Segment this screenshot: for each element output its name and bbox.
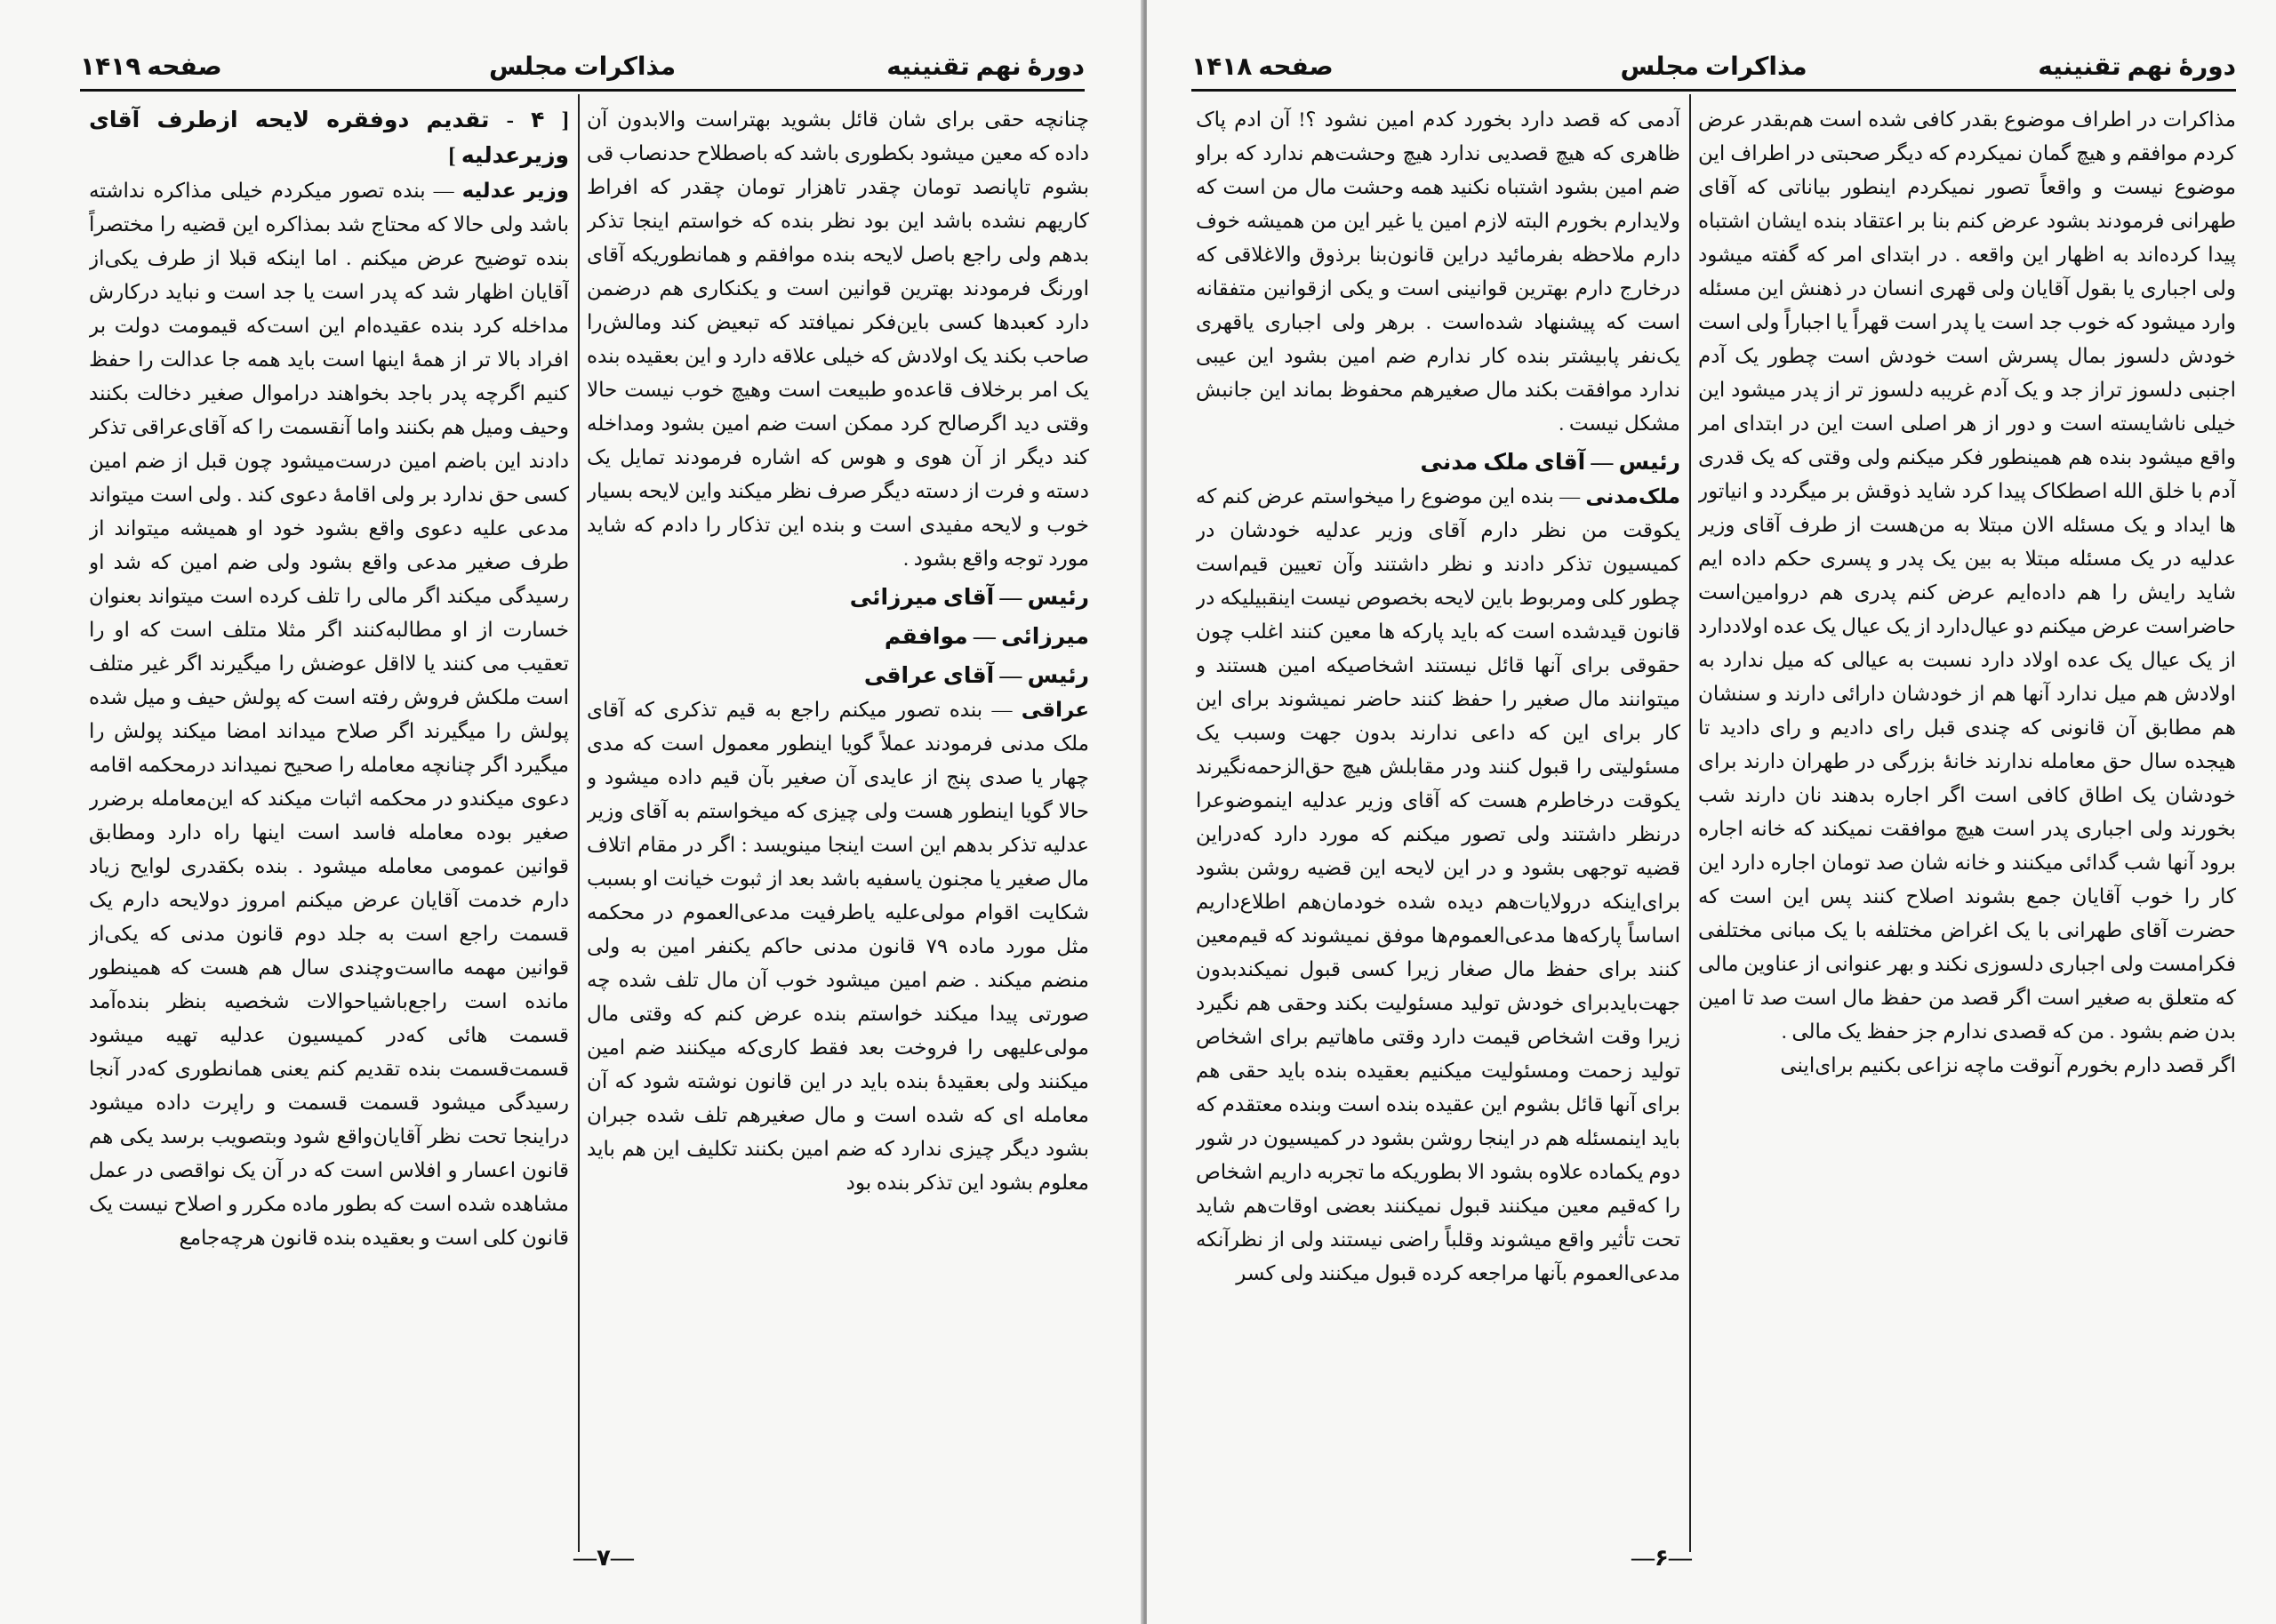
- left-page-column-right: [587, 103, 1089, 1552]
- header-session: دورهٔ نهم تقنینیه: [886, 53, 1085, 81]
- paragraph: [587, 693, 1089, 1200]
- header-rule: [1191, 89, 2236, 92]
- page-footer-number: —۶—: [1631, 1545, 1692, 1571]
- paragraph: مذاکرات در اطراف موضوع بقدر کافی شده است هم‌بقدر عرض کردم موافقم و هیچ گمان نمیکردم که دیگر صحبتی در اطراف این موضوع نیست و واقعاً تصور نمیکردم اینطور بیاناتی که آقای طهرانی فرمودند بشود عرض کنم بنا بر اعتقاد بنده ایشان اشتباه پیدا کرده‌اند به اظهار این واقعه . در ابتدای امر که گفته میشود ولی اجباری یا بقول آقایان ولی قهری انسان در ذهنش این مسئله وارد میشود که خوب جد است یا پدر است قهراً یا اجباراً ولی است خودش دلسوز بمال پسرش است خودش است چطور یک آدم اجنبی دلسوز تراز جد و یک آدم غریبه دلسوز تر از پدر میشود این خیلی ناشایسته است و دور از هر اصلی است این در ابتدای امر واقع میشود بنده هم همینطور فکر میکنم ولی وقتی که یک قدری آدم با خلق الله اصطکاک پیدا کرد شاید ذوقش بر میگردد و انیاتور ها ایداد و یک مسئله الان مبتلا به من‌هست از طرف آقای وزیر عدلیه در یک مسئله مبتلا به بین یک پدر و پسری حکم داده ایم شاید رایش را هم داده‌ایم عرض کنم پدری هم دروامین‌است حاضراست عرض میکنم دو عیال‌دارد از یک عیال یک عده اولاددارد از یک عیال یک عده اولاد دارد نسبت به عیالی که میل ندارد به اولادش هم میل ندارد آنها هم از خودشان دارائی دارند و سنشان هم مطابق آن قانونی که چندی قبل رای دادیم و رای دادید تا هیجده سال حق معامله ندارند خانهٔ بزرگی در طهران دارند برای خودشان یک اطاق کافی است اگر اجاره بدهند نان دارند شب بخورند ولی اجباری پدر است هیچ موافقت نمیکند که خانه اجاره برود آنها شب گدائی میکنند و خانه شان صد تومان اجاره دارد این کار را خوب آقایان جمع بشوند اصلاح کنند پس این است که حضرت آقای طهرانی با یک اغراض مختلفه با یک مبانی مختلفی فکرامست ولی اجباری دلسوزی نکند و بهر عنوانی از عناوین مالی که متعلق به صغیر است اگر قصد من حفظ مال است صد تا امین بدن ضم بشود . من که قصدی ندارم جز حفظ یک مالی .: [1698, 108, 2236, 1043]
- speech-text: — بنده تصور میکردم خیلی مذاکره نداشته باشد ولی حالا که محتاج شد بمذاکره این قضیه را مختصراً بنده توضیح عرض میکنم . اما اینکه قبلا از طرف یکی‌از آقایان اظهار شد که پدر است یا جد است و نباید درکارش مداخله کرد بنده عقیده‌ام این است‌که قیمومت دولت بر افراد بالا تر از همهٔ اینها است باید همه جا عدالت را حفظ کنیم اگرچه پدر باجد بخواهند دراموال صغیر دخالت بکنند وحیف ومیل هم بکنند واما آنقسمت را که آقای‌عراقی تذکر دادند این باضم امین درست‌میشود چون قبل از ضم امین کسی حق ندارد بر ولی اقامهٔ دعوی کند . ولی است میتواند مدعی علیه دعوی واقع بشود خود او همیشه میتواند از طرف صغیر مدعی واقع بشود ولی ضم امین که شد او رسیدگی میکند اگر مالی را تلف کرده است میتواند بعنوان خسارت از او مطالبه‌کنند اگر مثلا متلف است که او را تعقیب می کنند یا لااقل عوضش را میگیرند اگر غیر متلف است ملکش فروش رفته است که پولش حیف و میل شده پولش را میگیرند اگر صلاح میداند امضا میکند پولش را میگیرد اگر چنانچه معامله را صحیح نمیداند درمحکمه اقامه دعوی میکندو در محکمه اثبات میکند که این‌معامله برضرر صغیر بوده معامله فاسد است اینها راه دارد ومطابق قوانین عمومی معامله میشود . بنده بکقدری لوایح زیاد دارم خدمت آقایان عرض میکنم امروز دولایحه دارم یک قسمت راجع است به جلد دوم قانون مدنی که یکی‌از قوانین مهمه مااست‌وچندی سال هم هست که همینطور مانده است راجع‌باشیاحوالات شخصیه بنظر بنده‌آمد قسمت هائی که‌در کمیسیون عدلیه تهیه میشود قسمت‌قسمت بنده تقدیم کنم یعنی همانطوری که‌در آنجا رسیدگی میشود قسمت قسمت و راپرت داده میشود دراینجا تحت نظر آقایان‌واقع شود وبتصویب برسد یکی هم قانون اعسار و افلاس است که در آن یک نواقصی در عمل مشاهده شده است که بطور ماده مکرر و اصلاح نیست یک قانون کلی است و بعقیده بنده قانون هرچه‌جامع: [89, 180, 569, 1249]
- paragraph: [1196, 480, 1680, 1291]
- header-page-number: صفحه ۱۴۱۹: [80, 53, 222, 81]
- section-heading: [ ۴ - تقدیم دوفقره لایحه ازطرف آقای وزیرعدلیه ]: [89, 108, 569, 168]
- page-footer-number: —۷—: [573, 1545, 634, 1571]
- speaker-line: میرزائی — موافقم: [884, 625, 1089, 649]
- paragraph: آدمی که قصد دارد بخورد کدم امین نشود ؟! آن ادم پاک ظاهری که هیچ قصدیی ندارد هیچ وحشت‌هم ندارد که براو ضم امین بشود اشتباه نکنید همه وحشت مال من است که ولایدارم بخورم البته لازم امین یا غیر این من همیشه خوف دارم ملاحظه بفرمائید دراین قانون‌بنا برذوق والاغلاقی که درخارج دارم بهترین قوانینی است و یکی ازقوانین متفقانه است که پیشنهاد شده‌است . برهر ولی اجباری یاقهری یک‌نفر پابیشتر بنده کار ندارم ضم امین بشود این عیبی ندارد موافقت بکند مال صغیرهم محفوظ بماند این جانبش مشکل نیست .: [1196, 108, 1680, 435]
- paragraph: [89, 174, 569, 1255]
- right-page-column-right: [1698, 103, 2236, 1552]
- header-title: مذاکرات مجلس: [1620, 53, 1807, 81]
- speaker-line: رئیس — آقای میرزائی: [849, 586, 1089, 610]
- column-divider: [1689, 94, 1691, 1552]
- right-page: [1147, 0, 2276, 1624]
- header-title: مذاکرات مجلس: [488, 53, 677, 81]
- speech-text: — بنده این موضوع را میخواستم عرض کنم که یکوقت من نظر دارم آقای وزیر عدلیه خودشان در کمیسیون تذکر دادند و نظر داشتند وآن تعیین قیم‌است چطور کلی ومربوط باین لایحه بخصوص نیست اینقبیلیکه در قانون قیدشده است که باید پارکه ها معین کنند اغلب چون حقوقی برای آنها قائل نیستند اشخاصیکه امین هستند و میتوانند مال صغیر را حفظ کنند حاضر نمیشوند برای این کار برای این که داعی ندارند بدون جهت وسبب یک مسئولیتی را قبول کنند ودر مقابلش هیچ حق‌الزحمه‌نگیرند یکوقت درخاطرم هست که آقای وزیر عدلیه اینموضوعرا درنظر داشتند ولی تصور میکنم که مورد دارد که‌دراین قضیه توجهی بشود و در این لایحه این قضیه روشن بشود برای‌اینکه درولایات‌هم دیده شده خودمان‌هم اطلاع‌داریم اساساً پارکه‌ها مدعی‌العموم‌ها موفق نمیشوند که قیم‌معین کنند برای حفظ مال صغار زیرا کسی قبول نمیکندبدون جهت‌بایدبرای خودش تولید مسئولیت بکند وحقی هم نگیرد زیرا وقت اشخاص قیمت دارد وقتی ماهاتیم برای اشخاص تولید زحمت ومسئولیت میکنیم بعقیده بنده باید حقی هم برای آنها قائل بشوم این عقیده بنده است وبنده معتقدم که باید اینمسئله هم در اینجا روشن بشود در کمیسیون در شور دوم یکماده علاوه بشود الا بطوریکه ما تجربه داریم اشخاص را که‌قیم معین میکنند قبول نمیکنند بعضی اوقات‌هم شاید تحت تأثیر واقع میشوند وقلباً راضی نیستند ولی از نظرآنکه مدعی‌العموم بآنها مراجعه کرده قبول میکنند ولی کسر: [1196, 485, 1680, 1284]
- speaker-name: ملک‌مدنی: [1585, 485, 1680, 508]
- column-divider: [578, 94, 580, 1552]
- speaker-line: رئیس — آقای عراقی: [863, 664, 1089, 688]
- header-session: دورهٔ نهم تقنینیه: [2038, 53, 2236, 81]
- paragraph: چنانچه حقی برای شان قائل بشوید بهتراست والابدون آن داده که معین میشود بکطوری باشد که باصطلاح حدنصاب قی بشوم تاپانصد تومان چقدر تاهزار تومان چقدر که افراط کاریهم نشده باشد این بود نظر بنده که خواستم اینجا تذکر بدهم ولی راجع باصل لایحه بنده موافقم و همانطوریکه آقای اورنگ فرمودند بهترین قوانین است و یکنکاری هم درضمن دارد کعبدها کسی باین‌فکر نمیافتد که تبعیض کند ومالش‌را صاحب بکند یک اولادش که خیلی علاقه دارد و این بعقیده بنده یک امر برخلاف قاعده‌و طبیعت است وهیچ خوب نیست حالا وقتی دید اگرصالح کرد ممکن است ضم امین بشود ومداخله کند دیگر از آن هوی و هوس که اشاره فرمودند تمایل یک دسته و فرت از دسته دیگر صرف نظر میکند واین لایحه بسیار خوب و لایحه مفیدی است و بنده این تذکار را دادم که شاید مورد توجه واقع بشود .: [587, 108, 1089, 570]
- paragraph: اگر قصد دارم بخورم آنوقت ماچه نزاعی بکنیم برای‌اینی: [1780, 1054, 2236, 1076]
- right-page-column-left: [1196, 103, 1680, 1552]
- left-page-column-left: [89, 103, 569, 1552]
- speech-text: — بنده تصور میکنم راجع به قیم تذکری که آقای ملک مدنی فرمودند عملاً گویا اینطور معمول است که مدی چهار یا صدی پنج از عایدی آن صغیر بآن قیم داده میشود و حالا گویا اینطور هست ولی چیزی که میخواستم به آقای وزیر عدلیه تذکر بدهم این است اینجا مینویسد : اگر در مقام اتلاف مال صغیر یا مجنون یاسفیه باشد بعد از ثبوت خیانت او بسبب شکایت اقوام مولی‌علیه یاطرفیت مدعی‌العموم در محکمه مثل مورد ماده ۷۹ قانون مدنی حاکم یکنفر امین به ولی منضم میکند . ضم امین میشود خوب آن مال تلف شده چه صورتی پیدا میکند خواستم بنده عرض کنم که وقتی مال مولی‌علیهی را فروخت بعد فقط کاری‌که میکنند ضم امین میکنند ولی بعقیدهٔ بنده باید در این قانون نوشته شود که آن معامله ای که شده است و مال صغیرهم تلف شده جبران بشود دیگر چیزی ندارد که ضم امین بکنند تکلیف این هم باید معلوم بشود این تذکر بنده بود: [587, 699, 1089, 1194]
- speaker-line: رئیس — آقای ملک مدنی: [1420, 451, 1680, 475]
- speaker-name: وزیر عدلیه: [461, 180, 569, 202]
- header-rule: [80, 89, 1085, 92]
- speaker-name: عراقی: [1021, 699, 1089, 721]
- header-page-number: صفحه ۱۴۱۸: [1191, 53, 1334, 81]
